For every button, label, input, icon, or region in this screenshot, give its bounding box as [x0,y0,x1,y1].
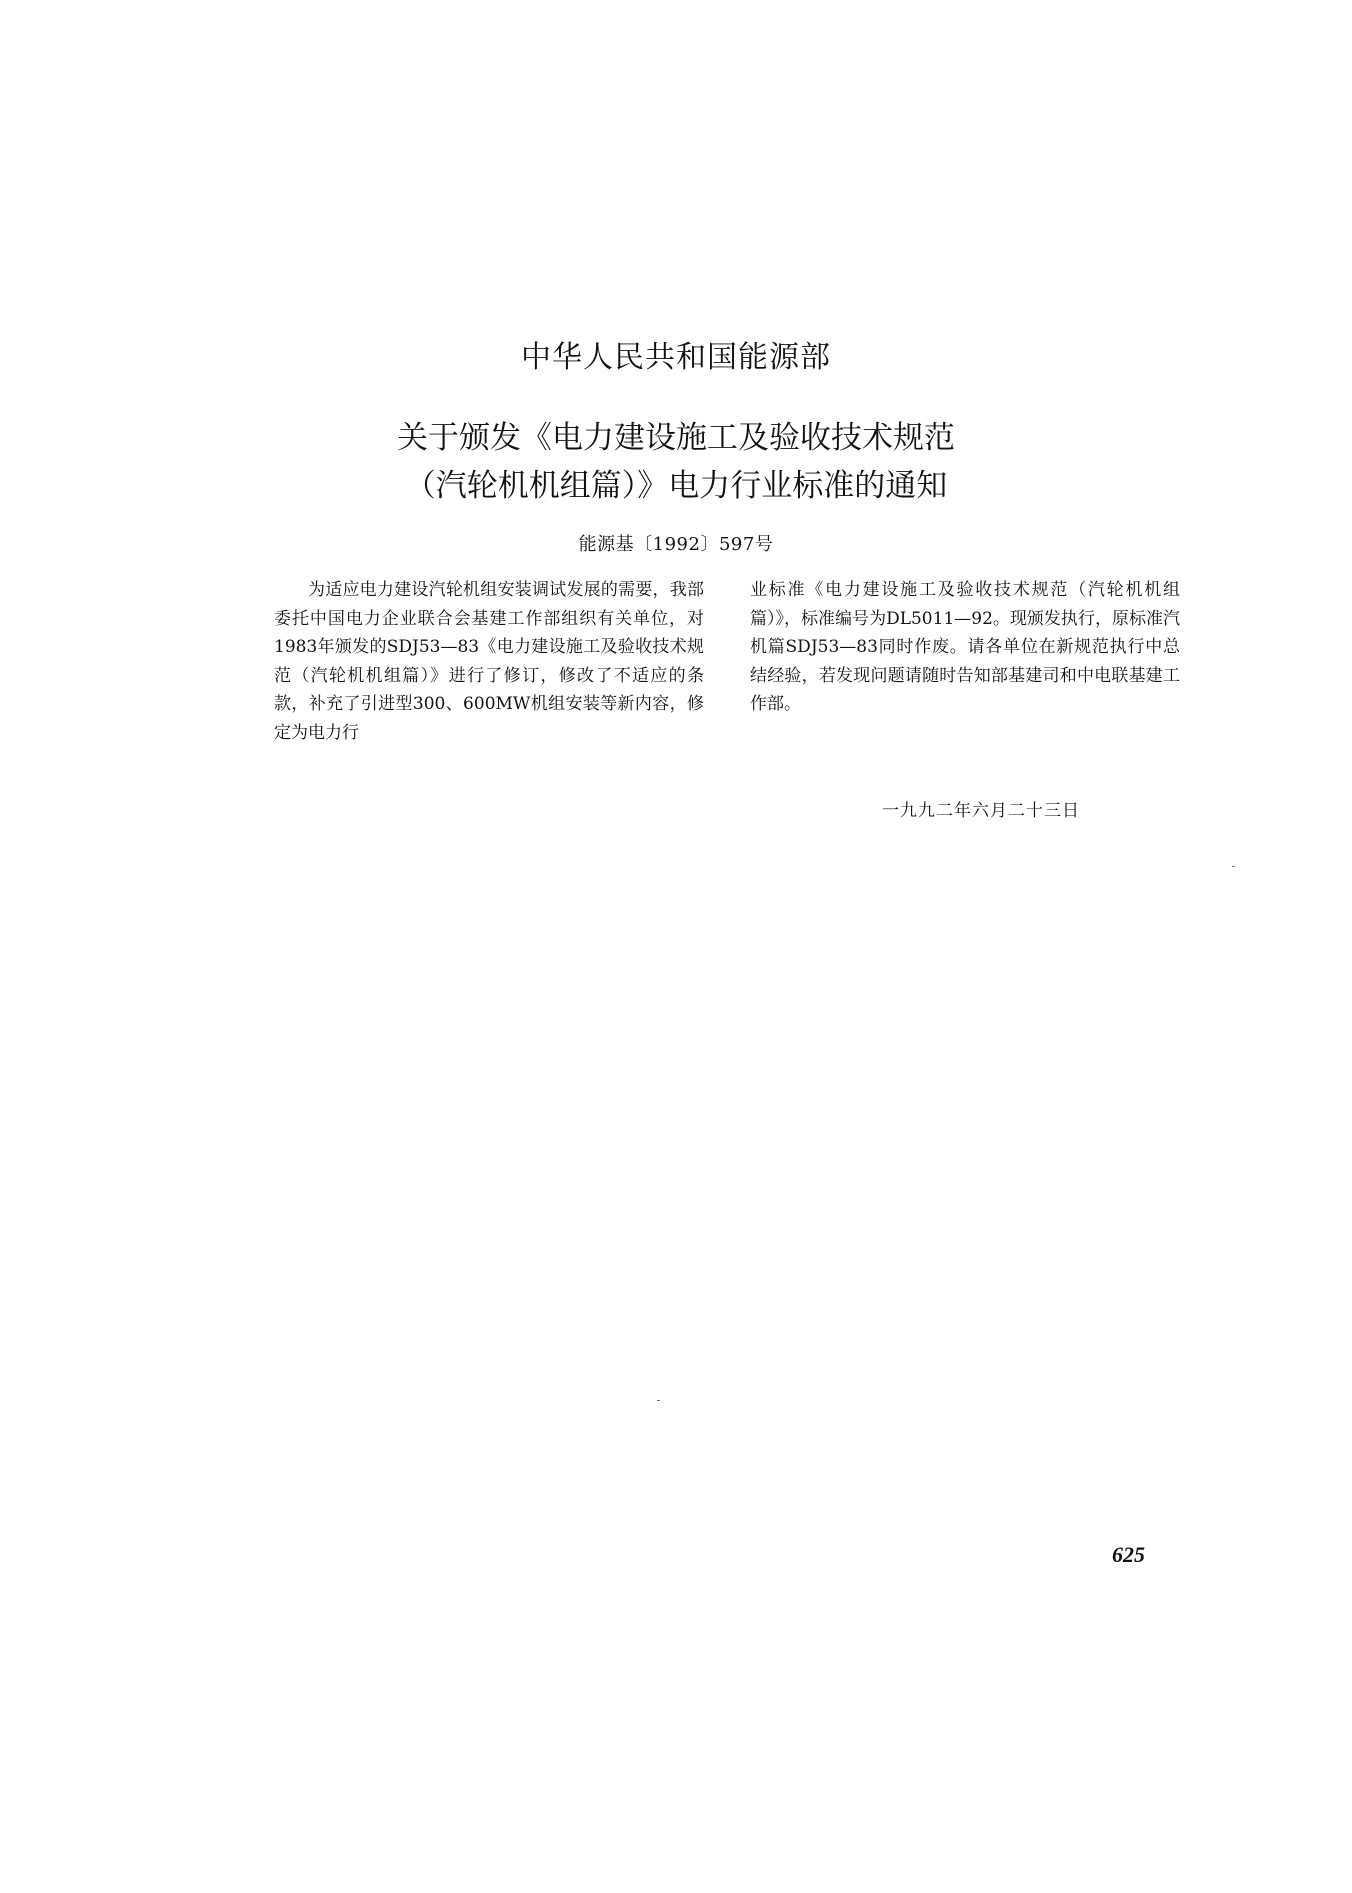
body-column-left [274,576,704,747]
scan-speck [1232,866,1235,867]
page-number: 625 [1112,1542,1145,1567]
document-number: 能源基〔1992〕597号 [578,534,774,555]
body-paragraph-left: 为适应电力建设汽轮机组安装调试发展的需要，我部委托中国电力企业联合会基建工作部组织有关单位，对1983年颁发的SDJ53—83《电力建设施工及验收技术规范（汽轮机机组篇）》进行了修订，修改了不适应的条款，补充了引进型300、600MW机组安装等新内容，修定为电力行 [274,580,704,743]
document-title-line-2: （汽轮机机组篇）》电力行业标准的通知 [404,468,948,504]
scan-speck [657,1400,660,1401]
document-title [0,414,1352,510]
body-column-right [750,576,1180,719]
body-paragraph-right: 业标准《电力建设施工及验收技术规范（汽轮机机组篇）》，标准编号为DL5011—92。现颁发执行，原标准汽机篇SDJ53—83同时作废。请各单位在新规范执行中总结经验，若发现问题请随时告知部基建司和中电联基建工作部。 [750,580,1180,714]
document-title-line-1: 关于颁发《电力建设施工及验收技术规范 [397,420,955,456]
document-date: 一九九二年六月二十三日 [882,801,1080,821]
issuing-organization: 中华人民共和国能源部 [521,340,831,375]
